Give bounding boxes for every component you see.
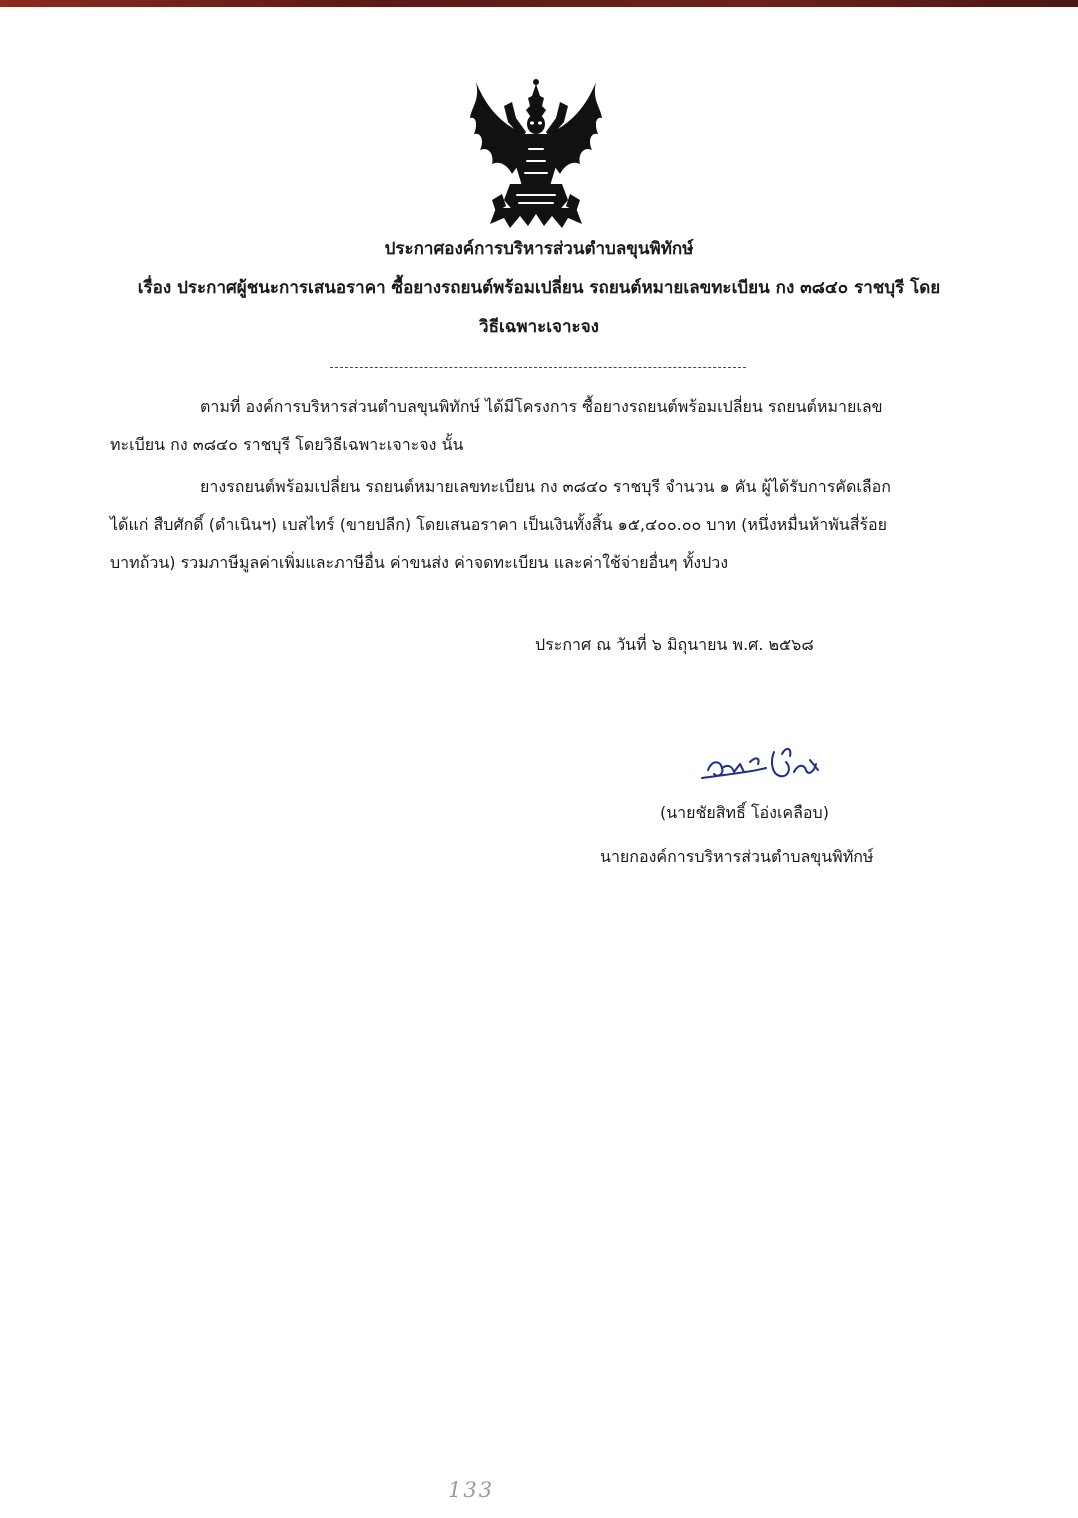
signature bbox=[700, 742, 830, 788]
garuda-emblem bbox=[466, 76, 606, 230]
announcement-subject-line-2: วิธีเฉพาะเจาะจง bbox=[479, 317, 599, 337]
announcement-subject-line-1: เรื่อง ประกาศผู้ชนะการเสนอราคา ซื้อยางรถยนต์พร้อมเปลี่ยน รถยนต์หมายเลขทะเบียน กง ๓๘๔๐ ราชบุรี โดย bbox=[137, 278, 941, 298]
signer-title: นายกองค์การบริหารส่วนตำบลขุนพิทักษ์ bbox=[600, 847, 874, 866]
paragraph1-line2: ทะเบียน กง ๓๘๔๐ ราชบุรี โดยวิธีเฉพาะเจาะจง นั้น bbox=[110, 435, 464, 454]
handwritten-page-number: 133 bbox=[448, 1478, 495, 1502]
signer-name: (นายชัยสิทธิ์ โอ่งเคลือบ) bbox=[660, 803, 829, 822]
paragraph2-line2: ได้แก่ สืบศักดิ์ (ดำเนินฯ) เบสไทร์ (ขายปลีก) โดยเสนอราคา เป็นเงินทั้งสิ้น ๑๕,๔๐๐.๐๐ บาท (หนึ่งหมื่นห้าพันสี่ร้อย bbox=[110, 515, 888, 534]
header-separator bbox=[330, 367, 746, 368]
paragraph2-line3: บาทถ้วน) รวมภาษีมูลค่าเพิ่มและภาษีอื่น ค่าขนส่ง ค่าจดทะเบียน และค่าใช้จ่ายอื่นๆ ทั้งปวง bbox=[110, 553, 729, 572]
announcement-date: ประกาศ ณ วันที่ ๖ มิถุนายน พ.ศ. ๒๕๖๘ bbox=[535, 635, 814, 654]
paragraph2-line1: ยางรถยนต์พร้อมเปลี่ยน รถยนต์หมายเลขทะเบียน กง ๓๘๔๐ ราชบุรี จำนวน ๑ คัน ผู้ได้รับการคัดเลือก bbox=[200, 477, 891, 496]
announcement-title: ประกาศองค์การบริหารส่วนตำบลขุนพิทักษ์ bbox=[384, 239, 694, 259]
paragraph1-line1: ตามที่ องค์การบริหารส่วนตำบลขุนพิทักษ์ ได้มีโครงการ ซื้อยางรถยนต์พร้อมเปลี่ยน รถยนต์หมายเลข bbox=[200, 397, 883, 416]
scan-top-edge bbox=[0, 0, 1078, 7]
